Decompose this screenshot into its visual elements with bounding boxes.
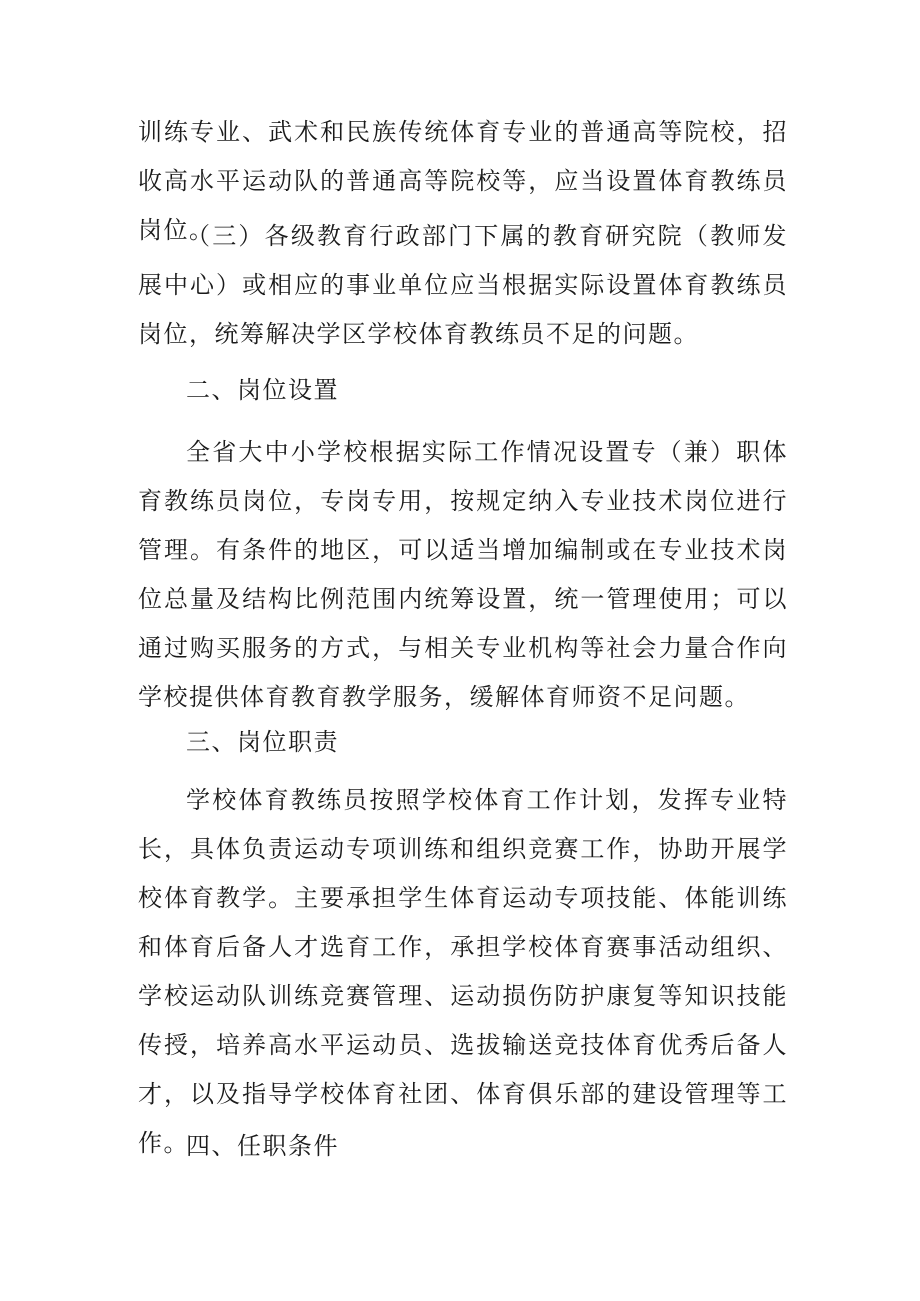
paragraph-position-setup: 全省大中小学校根据实际工作情况设置专（兼）职体育教练员岗位，专岗专用，按规定纳入专业技术岗位进行管理。有条件的地区，可以适当增加编制或在专业技术岗位总量及结构比例范围内统筹设置，统一管理使用；可以通过购买服务的方式，与相关专业机构等社会力量合作向学校提供体育教育教学服务，缓解体育师资不足问题。 (138, 438, 788, 711)
heading-qualifications: 四、任职条件 (186, 1132, 339, 1160)
paragraph-continued-training-majors: 训练专业、武术和民族传统体育专业的普通高等院校，招收高水平运动队的普通高等院校等，应当设置体育教练员岗位。 (138, 118, 788, 244)
paragraph-education-research-institutes: （三）各级教育行政部门下属的教育研究院（教师发展中心）或相应的事业单位应当根据实际设置体育教练员岗位，统筹解决学区学校体育教练员不足的问题。 (138, 222, 788, 348)
heading-position-duties: 三、岗位职责 (186, 728, 339, 756)
heading-position-setup: 二、岗位设置 (186, 376, 339, 404)
paragraph-position-duties: 学校体育教练员按照学校体育工作计划，发挥专业特长，具体负责运动专项训练和组织竞赛工作，协助开展学校体育教学。主要承担学生体育运动专项技能、体能训练和体育后备人才选育工作，承担学校体育赛事活动组织、学校运动队训练竞赛管理、运动损伤防护康复等知识技能传授，培养高水平运动员、选拔输送竞技体育优秀后备人才，以及指导学校体育社团、体育俱乐部的建设管理等工作。 (138, 786, 788, 1157)
